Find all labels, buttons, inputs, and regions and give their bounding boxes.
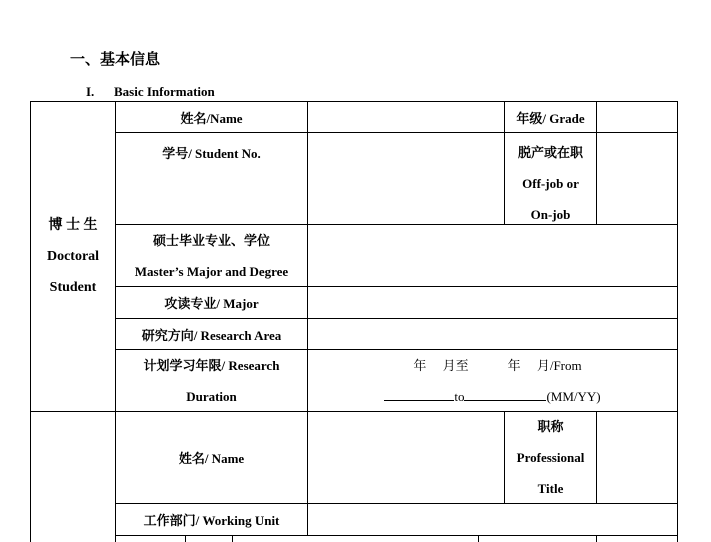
grade-label: 年级/ Grade	[516, 110, 585, 126]
major-label-cell	[116, 287, 307, 318]
row-divider	[115, 535, 678, 536]
supervisor-name-label-cell	[116, 412, 307, 503]
section-heading: 一、基本信息	[70, 52, 161, 68]
duration-label-2: Duration	[186, 388, 237, 404]
research-area-label: 研究方向/ Research Area	[141, 327, 282, 343]
subheading-number: I.	[86, 84, 95, 99]
doctoral-group-label	[31, 102, 115, 411]
column-divider	[232, 535, 233, 542]
student-no-label: 学号/ Student No.	[162, 146, 261, 161]
duration-format-text: (MM/YY)	[546, 388, 601, 404]
student-no-input-cell[interactable]	[308, 133, 504, 224]
title-label-cell	[505, 412, 596, 503]
title-label-en-2: Title	[537, 481, 564, 496]
from-date-blank[interactable]	[384, 387, 454, 401]
research-area-label-cell	[116, 319, 307, 349]
working-unit-label: 工作部门/ Working Unit	[143, 513, 280, 528]
grade-input-cell[interactable]	[597, 102, 677, 132]
title-input-cell[interactable]	[597, 412, 677, 503]
grade-label-cell	[505, 102, 596, 132]
supervisor-group-label-cell	[31, 412, 115, 542]
working-unit-label-cell	[116, 504, 307, 535]
duration-value-1: 年 月至 年 月/From	[413, 357, 582, 373]
research-area-input-cell[interactable]	[308, 319, 677, 349]
doctoral-label-cn: 博 士 生	[48, 218, 98, 233]
masters-label-cn: 硕士毕业专业、学位	[152, 232, 270, 248]
duration-to-text: to	[454, 388, 465, 404]
duration-label-cell	[116, 350, 307, 411]
column-divider	[596, 535, 597, 542]
to-date-blank[interactable]	[464, 387, 546, 401]
major-label: 攻读专业/ Major	[164, 296, 259, 311]
name-label-cell	[116, 102, 307, 132]
masters-input-cell[interactable]	[308, 225, 677, 286]
working-unit-input-cell[interactable]	[308, 504, 677, 535]
offjob-input-cell[interactable]	[597, 133, 677, 224]
masters-label-en: Master’s Major and Degree	[134, 263, 289, 279]
offjob-label-cn: 脱产或在职	[517, 145, 583, 160]
offjob-label-en-2: On-job	[530, 207, 571, 222]
column-divider	[185, 535, 186, 542]
title-label-cn: 职称	[537, 419, 564, 434]
duration-value-line-2	[384, 381, 600, 412]
masters-label-cell	[116, 225, 307, 286]
title-label-en-1: Professional	[516, 450, 585, 465]
name-label: 姓名/Name	[180, 110, 243, 126]
doctoral-label-en-1: Doctoral	[46, 249, 100, 264]
supervisor-name-input-cell[interactable]	[308, 412, 504, 503]
duration-label-1: 计划学习年限/ Research	[143, 357, 280, 373]
column-divider	[478, 535, 479, 542]
doctoral-label-en-2: Student	[49, 280, 97, 295]
table-right-border	[677, 101, 678, 542]
name-input-cell[interactable]	[308, 102, 504, 132]
major-input-cell[interactable]	[308, 287, 677, 318]
subheading-text: Basic Information	[114, 84, 215, 99]
offjob-label-cell	[505, 137, 596, 230]
duration-input-cell[interactable]	[308, 350, 677, 411]
supervisor-name-label: 姓名/ Name	[178, 451, 245, 466]
offjob-label-en-1: Off-job or	[522, 176, 579, 191]
